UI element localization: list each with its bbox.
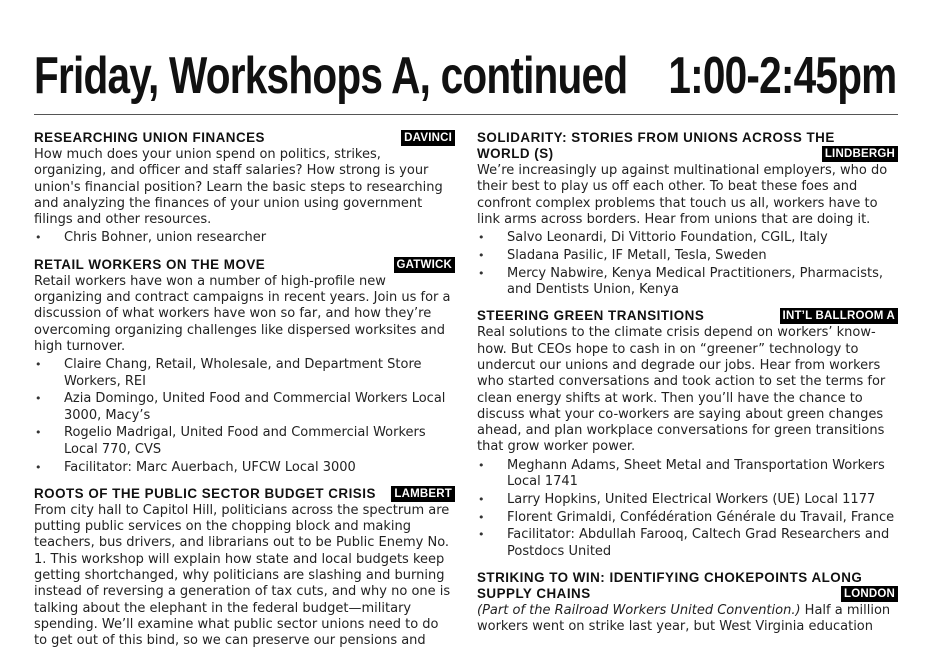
speaker-list [477,458,898,560]
workshop-header [34,257,455,273]
room-badge: DAVINCI [401,130,455,146]
speaker-item: • Sladana Pasilic, IF Metall, Tesla, Sweden [477,248,898,264]
speaker-item: • Mercy Nabwire, Kenya Medical Practitioners, Pharmacists, and Dentists Union, Kenya [477,266,898,299]
workshop-description: From city hall to Capitol Hill, politicians across the spectrum are putting public services on the chopping block and making teachers, bus drivers, and librarians out to be Public Enemy No. 1. This workshop will explain how state and local budgets keep getting shortchanged, why politicians are slashing and burning instead of reversing a generation of tax cuts, and why no one is talking about the elephant in the federal budget—military spending. We’ll examine what public sector unions need to do to get out of this bind, so we can preserve our pensions and [34,502,451,649]
workshop-solidarity-stories [477,130,898,298]
speaker-item: • Claire Chang, Retail, Wholesale, and Department Store Workers, REI [34,357,455,390]
speaker-item: • Florent Grimaldi, Confédération Générale du Travail, France [477,510,898,526]
workshop-public-sector-budget-crisis [34,486,455,650]
workshop-title: STEERING GREEN TRANSITIONS [477,308,705,324]
speaker-item: • Rogelio Madrigal, United Food and Commercial Workers Local 770, CVS [34,425,455,458]
workshop-description: Retail workers have won a number of high-profile new organizing and contract campaigns in recent years. Join us for a discussion of what workers have won so far, and how they’re overcoming organizing challenges like dispersed worksites and high turnover. [34,273,451,354]
room-badge: LINDBERGH [822,146,898,162]
workshop-description: How much does your union spend on politics, strikes, organizing, and officer and staff salaries? How strong is your union's financial position? Learn the basic steps to researching and analyzing the finances of your union using government filings and other resources. [34,147,443,228]
session-time: 1:00-2:45pm [667,47,896,105]
room-badge: INT’L BALLROOM A [780,308,898,324]
speaker-item: • Facilitator: Marc Auerbach, UFCW Local 3000 [34,460,455,476]
workshop-header [477,130,898,162]
workshop-title: RETAIL WORKERS ON THE MOVE [34,256,266,272]
workshop-header [34,130,455,146]
workshop-header [34,486,455,502]
page-title: Friday, Workshops A, continued [34,47,628,105]
speaker-list [477,230,898,298]
speaker-item: • Facilitator: Abdullah Farooq, Caltech Grad Researchers and Postdocs United [477,527,898,560]
speaker-item: • Chris Bohner, union researcher [34,230,455,246]
speaker-item: • Larry Hopkins, United Electrical Workers (UE) Local 1177 [477,492,898,508]
room-badge: LAMBERT [391,486,455,502]
workshop-header [477,570,898,602]
speaker-item: • Azia Domingo, United Food and Commercial Workers Local 3000, Macy’s [34,391,455,424]
speaker-list [34,230,455,246]
workshop-title: ROOTS OF THE PUBLIC SECTOR BUDGET CRISIS [34,485,376,501]
header-divider [34,114,898,115]
room-badge: GATWICK [394,257,455,273]
workshop-description: We’re increasingly up against multinational employers, who do their best to play us off each other. To beat these foes and confront complex problems that touch us all, workers have to link arms across borders. Hear from unions that are doing it. [477,163,888,227]
speaker-item: • Salvo Leonardi, Di Vittorio Foundation, CGIL, Italy [477,230,898,246]
workshop-title: STRIKING TO WIN: IDENTIFYING CHOKEPOINTS ALONG SUPPLY CHAINS [477,570,863,602]
room-badge: LONDON [841,586,898,602]
workshop-description [477,603,898,636]
workshop-title: RESEARCHING UNION FINANCES [34,130,265,145]
workshop-striking-to-win [477,570,898,636]
speaker-item: • Meghann Adams, Sheet Metal and Transportation Workers Local 1741 [477,458,898,491]
left-column [34,130,455,660]
speaker-list [34,357,455,476]
description-italic: (Part of the Railroad Workers United Convention.) [477,603,801,619]
workshop-researching-union-finances [34,130,455,247]
right-column [477,130,898,646]
workshop-header [477,308,898,324]
description-text: Half a million workers went on strike last year, but West Virginia education [477,603,891,635]
workshop-title: SOLIDARITY: STORIES FROM UNIONS ACROSS THE WORLD (S) [477,130,835,161]
workshop-retail-workers-on-the-move [34,257,455,476]
workshop-description: Real solutions to the climate crisis depend on workers’ know-how. But CEOs hope to cash in on “greener” technology to undercut our unions and degrade our jobs. Hear from workers who started conversations and took action to set the terms for clean energy shifts at work. Then you’ll have the chance to discuss what your co-workers are saying about green changes ahead, and plan workplace conversations for green transitions that grow worker power. [477,325,886,455]
workshop-steering-green-transitions [477,308,898,560]
